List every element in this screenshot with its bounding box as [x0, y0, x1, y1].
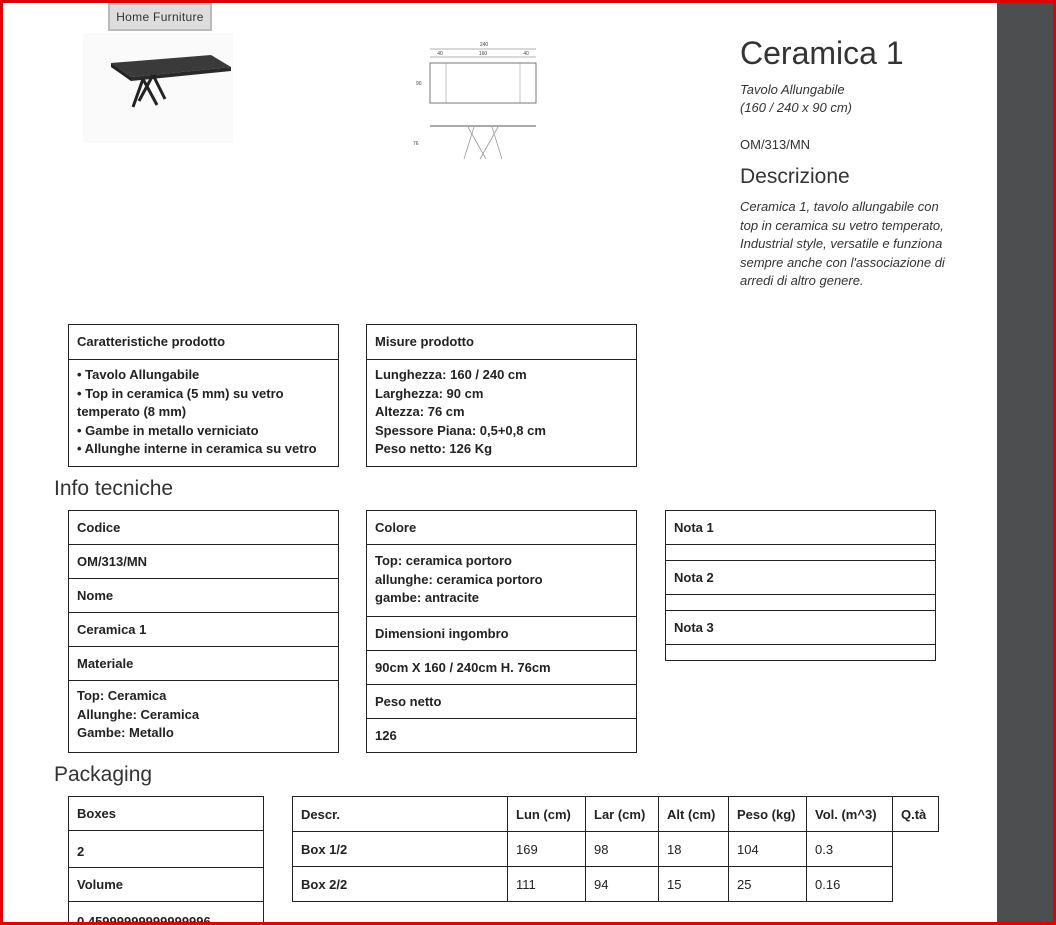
color-line: gambe: antracite	[375, 590, 480, 605]
col-lun: Lun (cm)	[508, 797, 586, 832]
boxes-label: Boxes	[69, 797, 263, 831]
table-cell: 104	[729, 832, 807, 867]
color-label: Colore	[367, 511, 636, 545]
info-tecniche-heading: Info tecniche	[54, 477, 174, 500]
weight-label: Peso netto	[367, 685, 636, 719]
subtitle-line: Tavolo Allungabile	[740, 82, 845, 97]
subtitle-line: (160 / 240 x 90 cm)	[740, 100, 852, 115]
material-value	[69, 681, 338, 752]
table-cell-empty	[893, 832, 939, 867]
feature-line: • Tavolo Allungabile	[77, 367, 200, 382]
viewer-scrollbar[interactable]	[997, 3, 1053, 922]
svg-text:40: 40	[523, 51, 529, 57]
weight-value: 126	[375, 728, 397, 743]
boxes-value: 2	[69, 831, 263, 868]
col-lar: Lar (cm)	[586, 797, 659, 832]
col-peso: Peso (kg)	[729, 797, 807, 832]
code-label: Codice	[69, 511, 338, 545]
material-line: Allunghe: Ceramica	[77, 706, 200, 722]
product-image	[83, 33, 233, 143]
col-descr: Descr.	[293, 797, 508, 832]
document-page	[3, 3, 997, 925]
table-cell: 94	[586, 867, 659, 902]
brand-logo: Home Furniture	[108, 3, 212, 31]
feature-line: temperato (8 mm)	[77, 404, 187, 419]
table-cell: 169	[508, 832, 586, 867]
description-heading: Descrizione	[740, 165, 850, 188]
description-text: Ceramica 1, tavolo allungabile con top in ceramica su vetro temperato, Industrial style, versatile e funziona sempre anche con l'associazione di arredi di altro genere.	[740, 199, 945, 289]
note3-label: Nota 3	[666, 611, 935, 645]
measure-line: Larghezza: 90 cm	[375, 385, 484, 401]
note1-value	[666, 545, 935, 561]
notes-box	[665, 510, 936, 661]
material-label: Materiale	[69, 647, 338, 681]
measure-line: Lunghezza: 160 / 240 cm	[375, 367, 527, 382]
col-qta: Q.tà	[893, 797, 939, 832]
measure-line: Peso netto: 126 Kg	[375, 441, 493, 456]
boxes-box	[68, 796, 264, 925]
name-value: Ceramica 1	[69, 613, 338, 647]
name-label: Nome	[69, 579, 338, 613]
material-line: Gambe: Metallo	[77, 725, 174, 740]
product-subtitle	[740, 81, 940, 117]
table-cell: 98	[586, 832, 659, 867]
features-box	[68, 324, 339, 467]
measure-line: Altezza: 76 cm	[375, 404, 465, 419]
code-value: OM/313/MN	[69, 545, 338, 579]
svg-text:40: 40	[437, 51, 443, 57]
col-alt: Alt (cm)	[659, 797, 729, 832]
measure-line: Spessore Piana: 0,5+0,8 cm	[375, 422, 546, 438]
table-cell: Box 2/2	[293, 867, 508, 902]
table-header-row	[293, 797, 939, 832]
table-row	[293, 832, 939, 867]
packaging-table	[292, 796, 939, 902]
table-cell-empty	[893, 867, 939, 902]
note2-value	[666, 595, 935, 611]
table-cell: 15	[659, 867, 729, 902]
feature-line: • Allunghe interne in ceramica su vetro	[77, 441, 317, 456]
note3-value	[666, 645, 935, 660]
svg-text:240: 240	[479, 42, 489, 48]
measures-title: Misure prodotto	[367, 325, 636, 360]
features-title: Caratteristiche prodotto	[69, 325, 338, 360]
table-cell: 0.16	[807, 867, 893, 902]
table-cell: Box 1/2	[293, 832, 508, 867]
volume-value: 0.45999999999999996	[77, 914, 211, 925]
table-row	[293, 867, 939, 902]
info-col1	[68, 510, 339, 753]
table-cell: 111	[508, 867, 586, 902]
table-cell: 0.3	[807, 832, 893, 867]
product-title: Ceramica 1	[740, 35, 904, 71]
table-cell: 25	[729, 867, 807, 902]
note1-label: Nota 1	[666, 511, 935, 545]
color-value	[367, 545, 636, 617]
info-col2	[366, 510, 637, 753]
table-cell: 18	[659, 832, 729, 867]
note2-label: Nota 2	[666, 561, 935, 595]
product-code: OM/313/MN	[740, 137, 811, 152]
svg-text:160: 160	[478, 51, 488, 57]
measures-box	[366, 324, 637, 467]
volume-label: Volume	[69, 868, 263, 902]
dimensions-value: 90cm X 160 / 240cm H. 76cm	[367, 651, 636, 685]
svg-text:90: 90	[416, 81, 422, 87]
feature-line: • Top in ceramica (5 mm) su vetro	[77, 385, 284, 401]
svg-text:76: 76	[413, 141, 419, 147]
color-line: allunghe: ceramica portoro	[375, 571, 543, 587]
feature-line: • Gambe in metallo verniciato	[77, 422, 259, 438]
material-line: Top: Ceramica	[77, 688, 167, 703]
col-vol: Vol. (m^3)	[807, 797, 893, 832]
technical-drawing	[408, 41, 543, 166]
color-line: Top: ceramica portoro	[375, 553, 513, 568]
dimensions-label: Dimensioni ingombro	[367, 617, 636, 651]
packaging-heading: Packaging	[54, 763, 153, 786]
